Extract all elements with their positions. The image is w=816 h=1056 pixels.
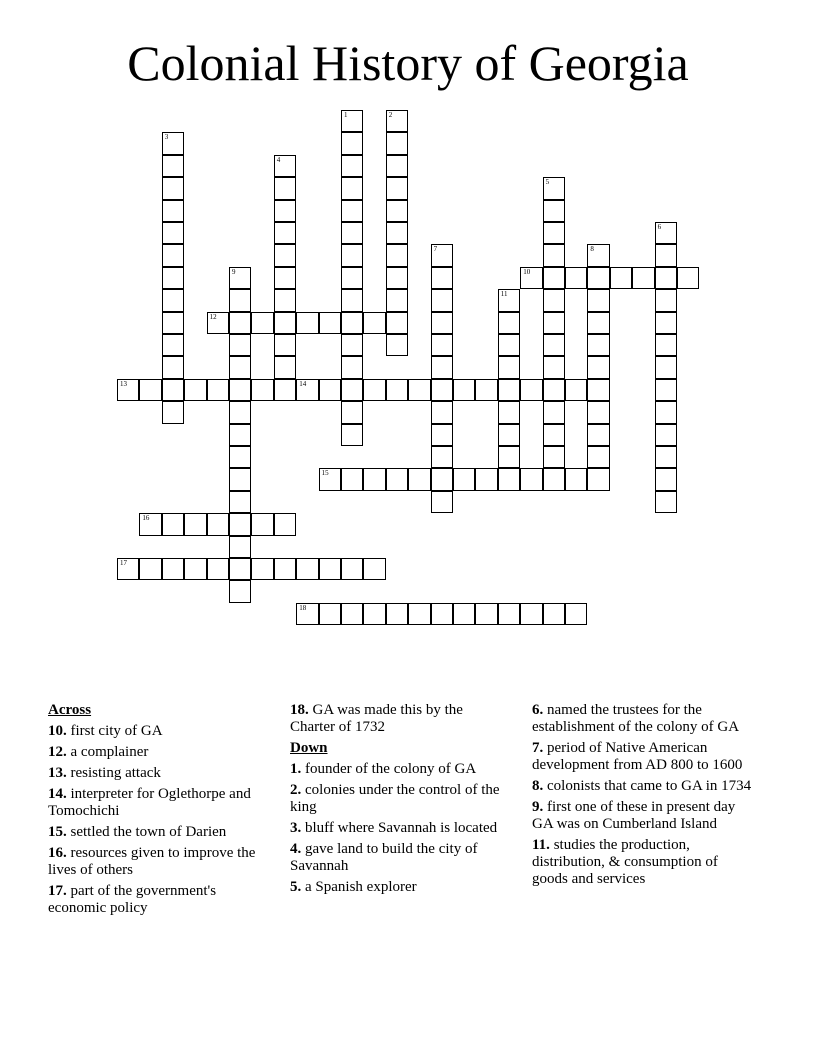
- grid-cell[interactable]: [229, 424, 251, 446]
- grid-cell[interactable]: [229, 558, 251, 580]
- grid-cell[interactable]: [341, 356, 363, 378]
- grid-cell[interactable]: [274, 267, 296, 289]
- grid-cell[interactable]: [341, 289, 363, 311]
- grid-cell[interactable]: [655, 468, 677, 490]
- cell-number: 6: [657, 223, 662, 231]
- clues-column-1: [48, 702, 270, 921]
- grid-cell[interactable]: [162, 244, 184, 266]
- grid-cell[interactable]: [274, 312, 296, 334]
- grid-cell[interactable]: [341, 132, 363, 154]
- grid-cell[interactable]: [274, 356, 296, 378]
- grid-cell[interactable]: [543, 468, 565, 490]
- grid-cell[interactable]: [655, 312, 677, 334]
- grid-cell[interactable]: [162, 558, 184, 580]
- cell-number: 7: [433, 245, 438, 254]
- grid-cell[interactable]: [587, 312, 609, 334]
- grid-cell[interactable]: [520, 603, 542, 625]
- grid-cell[interactable]: [229, 513, 251, 535]
- grid-cell[interactable]: [587, 356, 609, 378]
- grid-cell[interactable]: [431, 356, 453, 378]
- grid-cell[interactable]: [341, 558, 363, 580]
- grid-cell[interactable]: [453, 468, 475, 490]
- grid-cell[interactable]: [251, 513, 273, 535]
- down-clue: 4. gave land to build the city of Savannah: [290, 841, 478, 874]
- grid-cell[interactable]: [498, 446, 520, 468]
- grid-cell[interactable]: [207, 513, 229, 535]
- cell-number: 2: [388, 111, 393, 119]
- cell-number: 1: [344, 111, 348, 119]
- grid-cell[interactable]: [341, 110, 363, 132]
- grid-cell[interactable]: [543, 446, 565, 468]
- cell-number: 8: [590, 245, 594, 254]
- grid-cell[interactable]: [251, 379, 273, 401]
- grid-cell[interactable]: [274, 289, 296, 311]
- grid-cell[interactable]: [363, 558, 385, 580]
- grid-cell[interactable]: [543, 267, 565, 289]
- cell-number: 12: [209, 312, 217, 321]
- grid-cell[interactable]: [274, 513, 296, 535]
- grid-cell[interactable]: [655, 356, 677, 378]
- grid-cell[interactable]: [139, 558, 161, 580]
- grid-cell[interactable]: [655, 289, 677, 311]
- grid-cell[interactable]: [543, 424, 565, 446]
- grid-cell[interactable]: [386, 110, 408, 132]
- grid-cell[interactable]: [117, 379, 139, 401]
- grid-cell[interactable]: [229, 379, 251, 401]
- grid-cell[interactable]: [296, 558, 318, 580]
- grid-cell[interactable]: [431, 312, 453, 334]
- grid-cell[interactable]: [274, 222, 296, 244]
- grid-cell[interactable]: [498, 424, 520, 446]
- cell-number: 9: [232, 267, 236, 276]
- clues-column-3: [532, 702, 754, 892]
- grid-cell[interactable]: [431, 446, 453, 468]
- grid-cell[interactable]: [632, 267, 654, 289]
- grid-cell[interactable]: [274, 155, 296, 177]
- grid-cell[interactable]: [319, 379, 341, 401]
- grid-cell[interactable]: [363, 379, 385, 401]
- grid-cell[interactable]: [431, 468, 453, 490]
- down-clue: 5. a Spanish explorer: [290, 879, 417, 895]
- grid-cell[interactable]: [587, 446, 609, 468]
- grid-cell[interactable]: [386, 177, 408, 199]
- grid-cell[interactable]: [386, 468, 408, 490]
- grid-cell[interactable]: [207, 558, 229, 580]
- grid-cell[interactable]: [386, 603, 408, 625]
- grid-cell[interactable]: [655, 334, 677, 356]
- grid-cell[interactable]: [274, 244, 296, 266]
- across-clue: 16. resources given to improve the lives of others: [48, 845, 256, 878]
- grid-cell[interactable]: [475, 603, 497, 625]
- cell-number: 17: [120, 559, 127, 567]
- down-heading: Down: [290, 740, 328, 756]
- grid-cell[interactable]: [386, 222, 408, 244]
- grid-cell[interactable]: [296, 603, 318, 625]
- grid-cell[interactable]: [319, 468, 341, 490]
- grid-cell[interactable]: [117, 558, 139, 580]
- grid-cell[interactable]: [139, 513, 161, 535]
- grid-cell[interactable]: [341, 177, 363, 199]
- grid-cell[interactable]: [162, 401, 184, 423]
- grid-cell[interactable]: [162, 267, 184, 289]
- grid-cell[interactable]: [587, 289, 609, 311]
- grid-cell[interactable]: [386, 267, 408, 289]
- grid-cell[interactable]: [431, 401, 453, 423]
- across-clue: 13. resisting attack: [48, 765, 161, 781]
- grid-cell[interactable]: [543, 177, 565, 199]
- across-clue: 15. settled the town of Darien: [48, 824, 227, 840]
- grid-cell[interactable]: [431, 334, 453, 356]
- grid-cell[interactable]: [251, 558, 273, 580]
- grid-cell[interactable]: [162, 222, 184, 244]
- grid-cell[interactable]: [520, 379, 542, 401]
- cell-number: 16: [142, 514, 150, 523]
- grid-cell[interactable]: [498, 468, 520, 490]
- grid-cell[interactable]: [229, 356, 251, 378]
- grid-cell[interactable]: [587, 267, 609, 289]
- grid-cell[interactable]: [431, 379, 453, 401]
- grid-cell[interactable]: [498, 603, 520, 625]
- grid-cell[interactable]: [162, 177, 184, 199]
- grid-cell[interactable]: [498, 356, 520, 378]
- grid-cell[interactable]: [408, 379, 430, 401]
- grid-cell[interactable]: [341, 222, 363, 244]
- grid-cell[interactable]: [162, 155, 184, 177]
- grid-cell[interactable]: [453, 603, 475, 625]
- cell-number: 11: [500, 290, 508, 299]
- grid-cell[interactable]: [386, 334, 408, 356]
- grid-cell[interactable]: [565, 603, 587, 625]
- cell-number: 4: [276, 155, 281, 164]
- grid-cell[interactable]: [431, 424, 453, 446]
- grid-cell[interactable]: [341, 312, 363, 334]
- grid-cell[interactable]: [386, 200, 408, 222]
- grid-cell[interactable]: [341, 401, 363, 423]
- grid-cell[interactable]: [386, 155, 408, 177]
- grid-cell[interactable]: [274, 177, 296, 199]
- grid-cell[interactable]: [587, 244, 609, 266]
- grid-cell[interactable]: [543, 289, 565, 311]
- down-clue: 6. named the trustees for the establishment of the colony of GA: [532, 702, 740, 735]
- grid-cell[interactable]: [341, 334, 363, 356]
- grid-cell[interactable]: [363, 312, 385, 334]
- grid-cell[interactable]: [296, 379, 318, 401]
- grid-cell[interactable]: [363, 468, 385, 490]
- grid-cell[interactable]: [341, 603, 363, 625]
- grid-cell[interactable]: [408, 468, 430, 490]
- across-clue: 17. part of the government's economic policy: [48, 883, 217, 916]
- grid-cell[interactable]: [207, 379, 229, 401]
- grid-cell[interactable]: [543, 603, 565, 625]
- grid-cell[interactable]: [587, 379, 609, 401]
- grid-cell[interactable]: [655, 491, 677, 513]
- grid-cell[interactable]: [587, 401, 609, 423]
- grid-cell[interactable]: [655, 446, 677, 468]
- grid-cell[interactable]: [655, 424, 677, 446]
- grid-cell[interactable]: [229, 580, 251, 602]
- grid-cell[interactable]: [229, 334, 251, 356]
- grid-cell[interactable]: [565, 379, 587, 401]
- cell-number: 15: [321, 469, 329, 478]
- grid-cell[interactable]: [229, 446, 251, 468]
- grid-cell[interactable]: [655, 401, 677, 423]
- grid-cell[interactable]: [543, 200, 565, 222]
- grid-cell[interactable]: [162, 132, 184, 154]
- clues-column-2: [290, 702, 500, 900]
- grid-cell[interactable]: [677, 267, 699, 289]
- grid-cell[interactable]: [655, 222, 677, 244]
- grid-cell[interactable]: [543, 312, 565, 334]
- grid-cell[interactable]: [655, 267, 677, 289]
- grid-cell[interactable]: [520, 468, 542, 490]
- grid-cell[interactable]: [207, 312, 229, 334]
- cell-number: 10: [523, 267, 531, 276]
- grid-cell[interactable]: [543, 379, 565, 401]
- grid-cell[interactable]: [162, 334, 184, 356]
- across-heading: Across: [48, 702, 92, 718]
- puzzle-title: Colonial History of Georgia: [127, 35, 689, 91]
- grid-cell[interactable]: [543, 222, 565, 244]
- grid-cell[interactable]: [319, 603, 341, 625]
- down-clue: 11. studies the production, distribution, & consumption of goods and services: [532, 837, 718, 887]
- grid-cell[interactable]: [162, 312, 184, 334]
- across-clue: 14. interpreter for Oglethorpe and Tomochichi: [48, 786, 251, 819]
- grid-cell[interactable]: [229, 267, 251, 289]
- grid-cell[interactable]: [498, 334, 520, 356]
- grid-cell[interactable]: [363, 603, 385, 625]
- grid-cell[interactable]: [520, 267, 542, 289]
- across-clue: 18. GA was made this by the Charter of 1732: [290, 702, 463, 735]
- grid-cell[interactable]: [162, 356, 184, 378]
- down-clue: 2. colonies under the control of the king: [290, 782, 500, 815]
- grid-cell[interactable]: [319, 312, 341, 334]
- grid-cell[interactable]: [341, 200, 363, 222]
- down-clue: 9. first one of these in present day GA was on Cumberland Island: [532, 799, 736, 832]
- grid-cell[interactable]: [431, 491, 453, 513]
- grid-cell[interactable]: [184, 513, 206, 535]
- down-clue: 7. period of Native American development from AD 800 to 1600: [532, 740, 743, 773]
- grid-cell[interactable]: [341, 155, 363, 177]
- grid-cell[interactable]: [229, 312, 251, 334]
- grid-cell[interactable]: [229, 401, 251, 423]
- grid-cell[interactable]: [341, 244, 363, 266]
- grid-cell[interactable]: [655, 379, 677, 401]
- grid-cell[interactable]: [251, 312, 273, 334]
- grid-cell[interactable]: [162, 379, 184, 401]
- grid-cell[interactable]: [184, 558, 206, 580]
- across-clue: 12. a complainer: [48, 744, 149, 760]
- cell-number: 13: [120, 379, 127, 388]
- grid-cell[interactable]: [565, 468, 587, 490]
- grid-cell[interactable]: [341, 424, 363, 446]
- grid-cell[interactable]: [386, 379, 408, 401]
- grid-cell[interactable]: [587, 468, 609, 490]
- grid-cell[interactable]: [229, 468, 251, 490]
- grid-cell[interactable]: [274, 558, 296, 580]
- grid-cell[interactable]: [229, 491, 251, 513]
- cell-number: 14: [299, 379, 307, 388]
- cell-number: 3: [164, 133, 169, 142]
- grid-cell[interactable]: [655, 244, 677, 266]
- across-clue: 10. first city of GA: [48, 723, 163, 739]
- grid-cell[interactable]: [229, 536, 251, 558]
- grid-cell[interactable]: [341, 379, 363, 401]
- down-clue: 3. bluff where Savannah is located: [290, 820, 498, 836]
- grid-cell[interactable]: [431, 289, 453, 311]
- cell-number: 5: [545, 178, 550, 187]
- grid-cell[interactable]: [498, 312, 520, 334]
- grid-cell[interactable]: [386, 312, 408, 334]
- grid-cell[interactable]: [408, 603, 430, 625]
- grid-cell[interactable]: [319, 558, 341, 580]
- grid-cell[interactable]: [587, 334, 609, 356]
- grid-cell[interactable]: [475, 468, 497, 490]
- grid-cell[interactable]: [386, 244, 408, 266]
- grid-cell[interactable]: [274, 334, 296, 356]
- grid-cell[interactable]: [296, 312, 318, 334]
- down-clue: 1. founder of the colony of GA: [290, 761, 477, 777]
- grid-cell[interactable]: [274, 200, 296, 222]
- grid-cell[interactable]: [543, 401, 565, 423]
- grid-cell[interactable]: [229, 289, 251, 311]
- grid-cell[interactable]: [162, 513, 184, 535]
- grid-cell[interactable]: [587, 424, 609, 446]
- cell-number: 18: [299, 603, 307, 612]
- grid-cell[interactable]: [139, 379, 161, 401]
- grid-cell[interactable]: [543, 356, 565, 378]
- grid-cell[interactable]: [162, 289, 184, 311]
- grid-cell[interactable]: [498, 401, 520, 423]
- grid-cell[interactable]: [453, 379, 475, 401]
- grid-cell[interactable]: [162, 200, 184, 222]
- grid-cell[interactable]: [543, 334, 565, 356]
- grid-cell[interactable]: [431, 603, 453, 625]
- grid-cell[interactable]: [386, 289, 408, 311]
- grid-cell[interactable]: [341, 468, 363, 490]
- grid-cell[interactable]: [184, 379, 206, 401]
- grid-cell[interactable]: [610, 267, 632, 289]
- grid-cell[interactable]: [431, 267, 453, 289]
- grid-cell[interactable]: [274, 379, 296, 401]
- grid-cell[interactable]: [498, 379, 520, 401]
- grid-cell[interactable]: [386, 132, 408, 154]
- grid-cell[interactable]: [341, 267, 363, 289]
- down-clue: 8. colonists that came to GA in 1734: [532, 778, 752, 794]
- grid-cell[interactable]: [431, 244, 453, 266]
- grid-cell[interactable]: [543, 244, 565, 266]
- grid-cell[interactable]: [498, 289, 520, 311]
- grid-cell[interactable]: [475, 379, 497, 401]
- grid-cell[interactable]: [565, 267, 587, 289]
